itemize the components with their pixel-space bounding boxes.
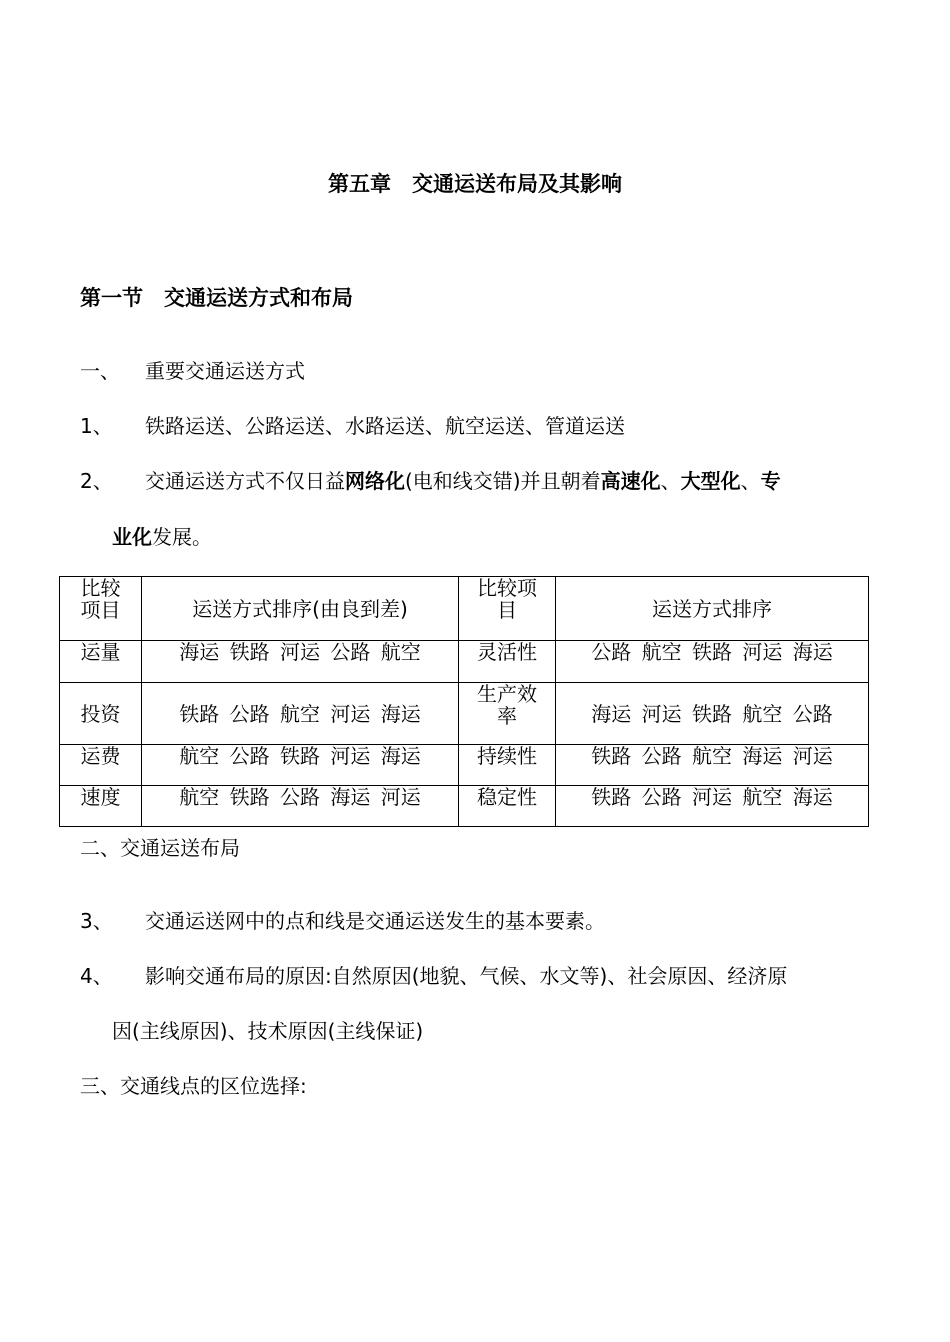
table-row [60, 683, 869, 745]
row3-item1: 运费 [60, 745, 142, 786]
row3-item2: 持续性 [459, 745, 556, 786]
item2-bold-highspeed: 高速化 [600, 469, 661, 493]
comparison-table [59, 576, 869, 827]
item2-bold-special-start: 专 [760, 469, 781, 493]
item2-sep2: 、 [740, 469, 761, 493]
item4-number: 4、 [80, 964, 113, 988]
header-ranking-2: 运送方式排序 [556, 577, 869, 641]
item2-line2 [112, 521, 212, 550]
item4-line2: 因(主线原因)、技术原因(主线保证) [112, 1019, 424, 1043]
item1-text: 铁路运送、公路运送、水路运送、航空运送、管道运送 [145, 414, 625, 438]
row3-ranking2: 铁路 公路 航空 海运 河运 [556, 745, 869, 786]
table-row [60, 745, 869, 786]
row2-ranking1: 铁路 公路 航空 河运 海运 [142, 683, 459, 745]
part3-heading: 三、交通线点的区位选择: [80, 1074, 307, 1098]
item2-bold-networked: 网络化 [345, 469, 405, 493]
item2-bold-largescale: 大型化 [680, 469, 741, 493]
item1-number: 1、 [80, 414, 113, 438]
row2-item1: 投资 [60, 683, 142, 745]
table-row [60, 641, 869, 683]
row4-item1: 速度 [60, 786, 142, 827]
chapter-title: 第五章 交通运送布局及其影响 [328, 172, 622, 196]
header-ranking-1: 运送方式排序(由良到差) [142, 577, 459, 641]
section-title: 第一节 交通运送方式和布局 [80, 286, 353, 310]
item3-number: 3、 [80, 909, 113, 933]
part1-heading: 重要交通运送方式 [145, 359, 305, 383]
table-header-row [60, 577, 869, 641]
row4-item2: 稳定性 [459, 786, 556, 827]
item2-sep1: 、 [660, 469, 681, 493]
row1-ranking2: 公路 航空 铁路 河运 海运 [556, 641, 869, 683]
header-item-1: 比较项目 [60, 577, 142, 641]
item2-number: 2、 [80, 469, 113, 493]
item4-line1: 影响交通布局的原因:自然原因(地貌、气候、水文等)、社会原因、经济原 [145, 964, 788, 988]
table-row [60, 786, 869, 827]
item2-bold-special-end: 业化 [112, 525, 152, 549]
part1-number: 一、 [80, 359, 120, 383]
row1-ranking1: 海运 铁路 河运 公路 航空 [142, 641, 459, 683]
row4-ranking1: 航空 铁路 公路 海运 河运 [142, 786, 459, 827]
row1-item2: 灵活性 [459, 641, 556, 683]
item2-line1 [145, 465, 781, 494]
item2-seg2: (电和线交错)并且朝着 [405, 469, 601, 493]
item3-text: 交通运送网中的点和线是交通运送发生的基本要素。 [145, 909, 605, 933]
row2-ranking2: 海运 河运 铁路 航空 公路 [556, 683, 869, 745]
header-item-2: 比较项目 [459, 577, 556, 641]
row4-ranking2: 铁路 公路 河运 航空 海运 [556, 786, 869, 827]
row3-ranking1: 航空 公路 铁路 河运 海运 [142, 745, 459, 786]
row1-item1: 运量 [60, 641, 142, 683]
item2-seg1: 交通运送方式不仅日益 [145, 469, 345, 493]
part2-heading: 二、交通运送布局 [80, 836, 240, 860]
item2-line2-rest: 发展。 [152, 525, 212, 549]
row2-item2: 生产效率 [459, 683, 556, 745]
